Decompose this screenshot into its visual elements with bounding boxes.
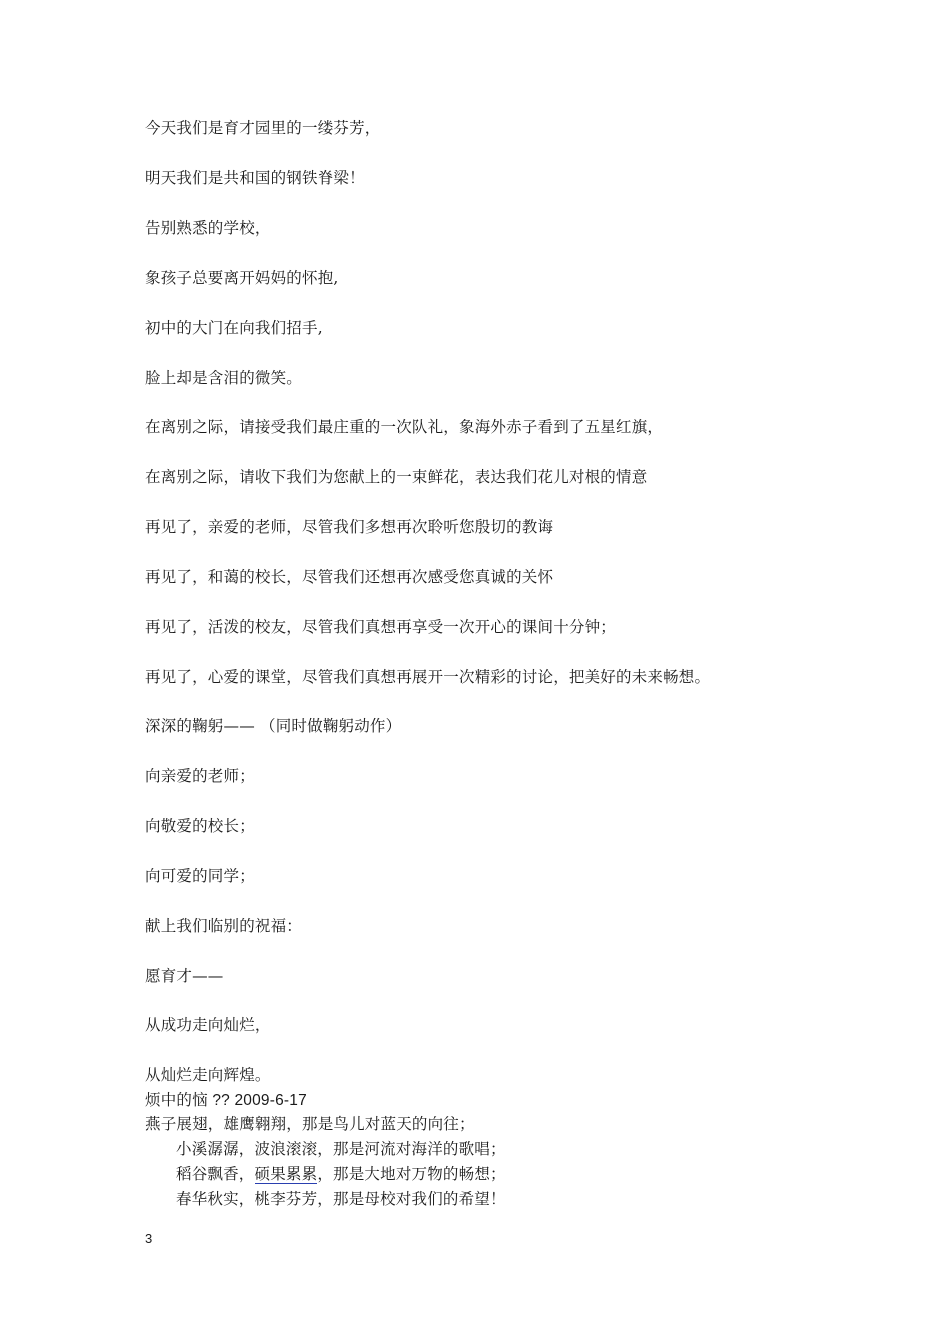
text-line: 在离别之际，请接受我们最庄重的一次队礼，象海外赤子看到了五星红旗， — [145, 418, 664, 436]
poem-line — [176, 1164, 506, 1184]
text-line: 象孩子总要离开妈妈的怀抱, — [145, 269, 339, 287]
poem-text: ，那是大地对万物的畅想； — [317, 1165, 506, 1183]
poem-line: 小溪潺潺，波浪滚滚，那是河流对海洋的歌唱； — [176, 1140, 506, 1158]
text-line: 在离别之际，请收下我们为您献上的一束鲜花，表达我们花儿对根的情意 — [145, 468, 648, 486]
text-line: 向可爱的同学； — [145, 867, 255, 885]
section-date: ?? 2009-6-17 — [207, 1092, 307, 1109]
page-number: 3 — [145, 1231, 153, 1246]
section-heading — [145, 1090, 307, 1111]
text-line: 脸上却是含泪的微笑。 — [145, 369, 303, 387]
text-line: 再见了，和蔼的校长，尽管我们还想再次感受您真诚的关怀 — [145, 568, 554, 586]
text-line: 愿育才—— — [145, 967, 224, 985]
text-line: 告别熟悉的学校， — [145, 219, 271, 237]
text-line: 今天我们是育才园里的一缕芬芳， — [145, 119, 381, 137]
text-line: 再见了，心爱的课堂，尽管我们真想再展开一次精彩的讨论，把美好的未来畅想。 — [145, 668, 711, 686]
underlined-phrase: 硕果累累 — [254, 1165, 318, 1183]
text-line: 初中的大门在向我们招手, — [145, 319, 323, 337]
poem-line: 燕子展翅，雄鹰翱翔，那是鸟儿对蓝天的向往； — [145, 1115, 475, 1133]
text-line: 向敬爱的校长； — [145, 817, 255, 835]
text-line: 再见了，活泼的校友，尽管我们真想再享受一次开心的课间十分钟； — [145, 618, 617, 636]
text-line: 向亲爱的老师； — [145, 767, 255, 785]
poem-text: 稻谷飘香， — [176, 1165, 255, 1183]
text-line: 从成功走向灿烂， — [145, 1016, 271, 1034]
text-line: 深深的鞠躬—— （同时做鞠躬动作） — [145, 717, 402, 735]
text-line: 明天我们是共和国的钢铁脊梁！ — [145, 169, 365, 187]
text-line: 从灿烂走向辉煌。 — [145, 1066, 271, 1084]
poem-line: 春华秋实，桃李芬芳，那是母校对我们的希望！ — [176, 1190, 506, 1208]
section-title: 烦中的恼 — [145, 1091, 208, 1109]
text-line: 再见了，亲爱的老师，尽管我们多想再次聆听您殷切的教诲 — [145, 518, 554, 536]
text-line: 献上我们临别的祝福： — [145, 917, 303, 935]
